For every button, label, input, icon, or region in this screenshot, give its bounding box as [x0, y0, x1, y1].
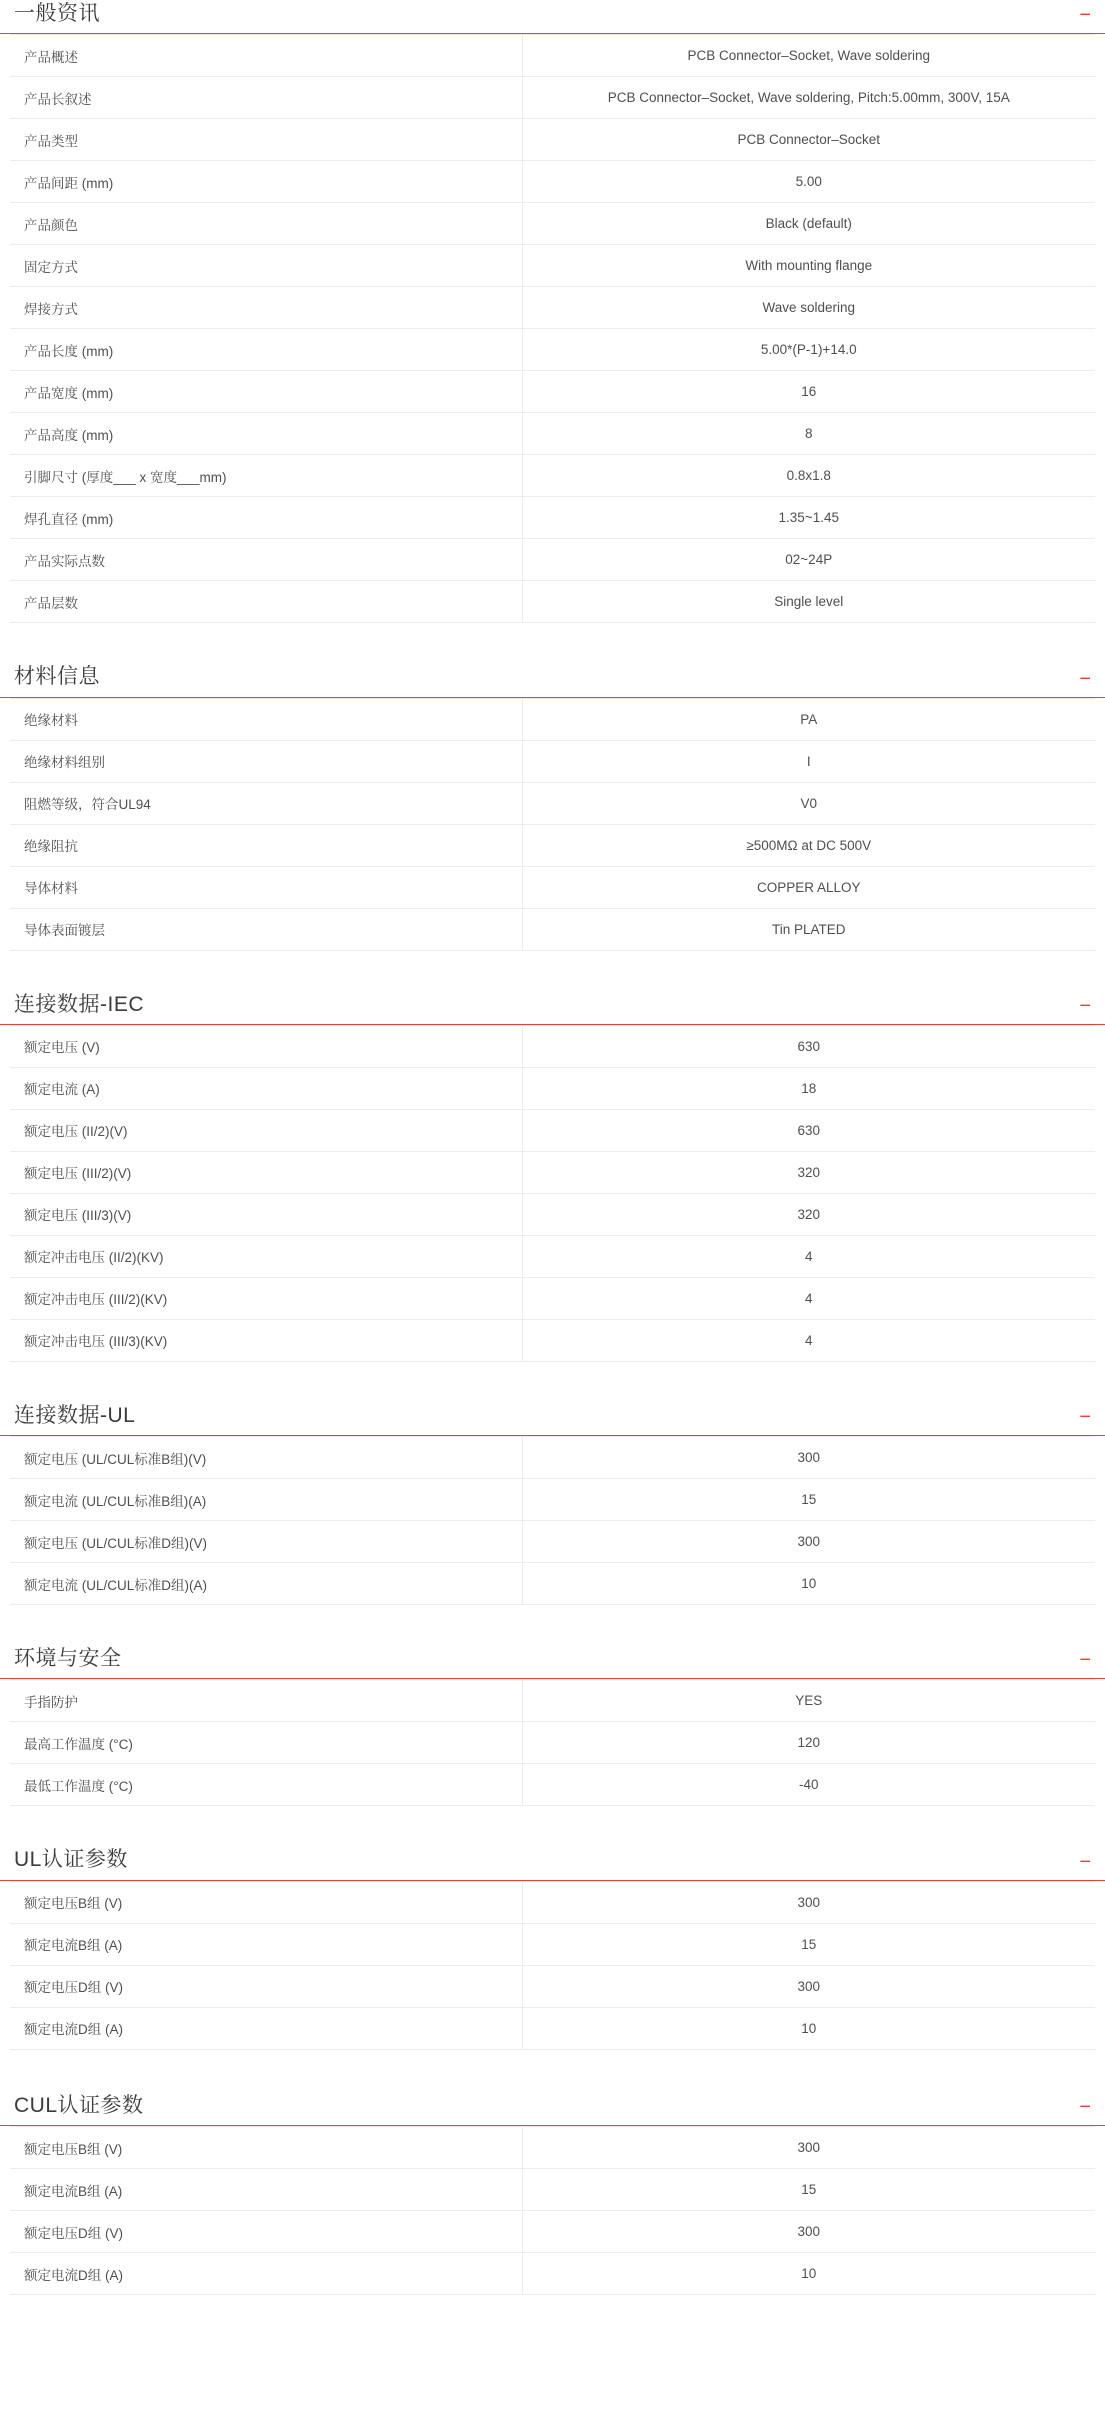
- table-row: [10, 1025, 1095, 1067]
- table-row: [10, 581, 1095, 623]
- spec-key: 额定电压 (III/2)(V): [10, 1151, 522, 1193]
- spec-value: 630: [522, 1109, 1095, 1151]
- collapse-minus-icon[interactable]: −: [1079, 4, 1091, 27]
- table-row: [10, 1235, 1095, 1277]
- spec-key: 产品颜色: [10, 203, 522, 245]
- table-row: [10, 1109, 1095, 1151]
- spec-value: 300: [522, 1521, 1095, 1563]
- spec-key: 额定电流 (UL/CUL标准B组)(A): [10, 1479, 522, 1521]
- table-row: [10, 698, 1095, 740]
- collapse-minus-icon[interactable]: −: [1079, 2096, 1091, 2119]
- table-row: [10, 161, 1095, 203]
- table-row: [10, 1881, 1095, 1923]
- spec-value: 300: [522, 2127, 1095, 2169]
- table-row: [10, 1437, 1095, 1479]
- collapse-minus-icon[interactable]: −: [1079, 1649, 1091, 1672]
- spec-key: 最低工作温度 (°C): [10, 1764, 522, 1806]
- spec-value: 10: [522, 2007, 1095, 2049]
- table-row: [10, 1193, 1095, 1235]
- spec-table: [10, 34, 1095, 623]
- table-row: [10, 2007, 1095, 2049]
- spec-value: 5.00: [522, 161, 1095, 203]
- spec-value: 630: [522, 1025, 1095, 1067]
- spec-value: 1.35~1.45: [522, 497, 1095, 539]
- spec-key: 额定电流D组 (A): [10, 2253, 522, 2295]
- section-title: 连接数据-IEC: [14, 992, 144, 1016]
- spec-key: 额定电压 (II/2)(V): [10, 1109, 522, 1151]
- spec-key: 产品概述: [10, 35, 522, 77]
- spacer: [0, 1806, 1105, 1846]
- section-header: [0, 1846, 1105, 1880]
- spec-table: [10, 1436, 1095, 1605]
- section-environment-safety: [0, 1645, 1105, 1806]
- table-row: [10, 1965, 1095, 2007]
- spec-key: 焊接方式: [10, 287, 522, 329]
- spec-value: 16: [522, 371, 1095, 413]
- spec-key: 额定电流D组 (A): [10, 2007, 522, 2049]
- section-connection-data-ul: [0, 1402, 1105, 1605]
- table-row: [10, 1479, 1095, 1521]
- section-header: [0, 1645, 1105, 1679]
- section-title: 材料信息: [14, 665, 100, 689]
- spec-value: 10: [522, 2253, 1095, 2295]
- spec-value: 4: [522, 1277, 1095, 1319]
- spec-value: V0: [522, 782, 1095, 824]
- spec-value: PCB Connector–Socket, Wave soldering, Pitch:5.00mm, 300V, 15A: [522, 77, 1095, 119]
- spec-key: 产品长度 (mm): [10, 329, 522, 371]
- spec-key: 焊孔直径 (mm): [10, 497, 522, 539]
- table-row: [10, 1151, 1095, 1193]
- spec-key: 额定冲击电压 (III/2)(KV): [10, 1277, 522, 1319]
- section-material-info: [0, 663, 1105, 950]
- spec-key: 导体材料: [10, 866, 522, 908]
- spec-key: 产品实际点数: [10, 539, 522, 581]
- section-ul-certification: [0, 1846, 1105, 2049]
- spec-key: 最高工作温度 (°C): [10, 1722, 522, 1764]
- section-header: [0, 2092, 1105, 2126]
- table-row: [10, 1319, 1095, 1361]
- section-title: 一般资讯: [14, 2, 100, 25]
- spec-value: 8: [522, 413, 1095, 455]
- spec-key: 绝缘材料: [10, 698, 522, 740]
- section-connection-data-iec: [0, 991, 1105, 1362]
- spec-value: 320: [522, 1193, 1095, 1235]
- spec-value: 300: [522, 1437, 1095, 1479]
- table-row: [10, 119, 1095, 161]
- table-row: [10, 740, 1095, 782]
- table-row: [10, 287, 1095, 329]
- spec-key: 绝缘材料组别: [10, 740, 522, 782]
- table-row: [10, 1067, 1095, 1109]
- spec-key: 额定电流 (UL/CUL标准D组)(A): [10, 1563, 522, 1605]
- spec-value: 15: [522, 2169, 1095, 2211]
- table-row: [10, 782, 1095, 824]
- table-row: [10, 1722, 1095, 1764]
- table-row: [10, 245, 1095, 287]
- table-row: [10, 2169, 1095, 2211]
- spec-value: With mounting flange: [522, 245, 1095, 287]
- section-cul-certification: [0, 2092, 1105, 2295]
- section-title: 连接数据-UL: [14, 1403, 136, 1427]
- table-row: [10, 413, 1095, 455]
- spec-value: -40: [522, 1764, 1095, 1806]
- table-row: [10, 1923, 1095, 1965]
- spec-value: PCB Connector–Socket, Wave soldering: [522, 35, 1095, 77]
- table-row: [10, 2253, 1095, 2295]
- spec-key: 额定电压B组 (V): [10, 1881, 522, 1923]
- spec-value: 15: [522, 1923, 1095, 1965]
- table-row: [10, 1277, 1095, 1319]
- spec-value: 4: [522, 1319, 1095, 1361]
- spacer: [0, 1605, 1105, 1645]
- spec-key: 产品高度 (mm): [10, 413, 522, 455]
- spec-key: 额定冲击电压 (II/2)(KV): [10, 1235, 522, 1277]
- spec-key: 额定电压 (III/3)(V): [10, 1193, 522, 1235]
- spec-key: 产品类型: [10, 119, 522, 161]
- spec-value: Black (default): [522, 203, 1095, 245]
- spec-value: Wave soldering: [522, 287, 1095, 329]
- spacer: [0, 623, 1105, 663]
- spec-key: 额定电流 (A): [10, 1067, 522, 1109]
- spec-table: [10, 1025, 1095, 1362]
- spec-key: 额定电流B组 (A): [10, 2169, 522, 2211]
- spec-key: 产品间距 (mm): [10, 161, 522, 203]
- table-row: [10, 35, 1095, 77]
- spacer: [0, 1362, 1105, 1402]
- table-row: [10, 1764, 1095, 1806]
- spec-value: 300: [522, 1881, 1095, 1923]
- spec-key: 绝缘阻抗: [10, 824, 522, 866]
- spec-value: COPPER ALLOY: [522, 866, 1095, 908]
- spec-key: 额定冲击电压 (III/3)(KV): [10, 1319, 522, 1361]
- table-row: [10, 455, 1095, 497]
- spec-key: 额定电压B组 (V): [10, 2127, 522, 2169]
- spec-value: ≥500MΩ at DC 500V: [522, 824, 1095, 866]
- spec-value: PCB Connector–Socket: [522, 119, 1095, 161]
- spec-key: 导体表面镀层: [10, 908, 522, 950]
- table-row: [10, 329, 1095, 371]
- collapse-minus-icon[interactable]: −: [1079, 994, 1091, 1017]
- spec-table: [10, 1881, 1095, 2050]
- spec-value: 300: [522, 2211, 1095, 2253]
- spec-key: 产品宽度 (mm): [10, 371, 522, 413]
- table-row: [10, 539, 1095, 581]
- spec-value: I: [522, 740, 1095, 782]
- section-header: [0, 1402, 1105, 1436]
- section-header: [0, 991, 1105, 1025]
- table-row: [10, 77, 1095, 119]
- section-header: [0, 663, 1105, 697]
- spec-key: 额定电流B组 (A): [10, 1923, 522, 1965]
- spec-key: 额定电压D组 (V): [10, 1965, 522, 2007]
- spec-key: 阻燃等级，符合UL94: [10, 782, 522, 824]
- table-row: [10, 824, 1095, 866]
- collapse-minus-icon[interactable]: −: [1079, 667, 1091, 690]
- spec-key: 额定电压D组 (V): [10, 2211, 522, 2253]
- collapse-minus-icon[interactable]: −: [1079, 1406, 1091, 1429]
- spec-value: 0.8x1.8: [522, 455, 1095, 497]
- section-title: CUL认证参数: [14, 2093, 144, 2117]
- spec-key: 引脚尺寸 (厚度___ x 宽度___mm): [10, 455, 522, 497]
- table-row: [10, 2127, 1095, 2169]
- section-title: UL认证参数: [14, 1848, 128, 1872]
- spec-value: Tin PLATED: [522, 908, 1095, 950]
- spec-value: 02~24P: [522, 539, 1095, 581]
- table-row: [10, 203, 1095, 245]
- table-row: [10, 908, 1095, 950]
- spec-key: 额定电压 (V): [10, 1025, 522, 1067]
- table-row: [10, 371, 1095, 413]
- table-row: [10, 1563, 1095, 1605]
- spec-value: 300: [522, 1965, 1095, 2007]
- table-row: [10, 497, 1095, 539]
- spec-value: 15: [522, 1479, 1095, 1521]
- spec-table: [10, 1679, 1095, 1806]
- spec-value: PA: [522, 698, 1095, 740]
- table-row: [10, 2211, 1095, 2253]
- spec-value: 18: [522, 1067, 1095, 1109]
- spec-key: 产品长叙述: [10, 77, 522, 119]
- spacer: [0, 951, 1105, 991]
- spec-value: 10: [522, 1563, 1095, 1605]
- spec-key: 固定方式: [10, 245, 522, 287]
- spec-table: [10, 2126, 1095, 2295]
- table-row: [10, 1521, 1095, 1563]
- spec-key: 额定电压 (UL/CUL标准D组)(V): [10, 1521, 522, 1563]
- spec-value: 4: [522, 1235, 1095, 1277]
- spec-value: Single level: [522, 581, 1095, 623]
- collapse-minus-icon[interactable]: −: [1079, 1850, 1091, 1873]
- spec-value: YES: [522, 1680, 1095, 1722]
- section-header: [0, 0, 1105, 34]
- spec-value: 120: [522, 1722, 1095, 1764]
- table-row: [10, 1680, 1095, 1722]
- spec-key: 额定电压 (UL/CUL标准B组)(V): [10, 1437, 522, 1479]
- spacer: [0, 2050, 1105, 2092]
- spec-value: 320: [522, 1151, 1095, 1193]
- section-general-info: [0, 0, 1105, 623]
- spec-value: 5.00*(P-1)+14.0: [522, 329, 1095, 371]
- table-row: [10, 866, 1095, 908]
- spec-key: 产品层数: [10, 581, 522, 623]
- section-title: 环境与安全: [14, 1647, 122, 1671]
- spec-table: [10, 698, 1095, 951]
- spec-key: 手指防护: [10, 1680, 522, 1722]
